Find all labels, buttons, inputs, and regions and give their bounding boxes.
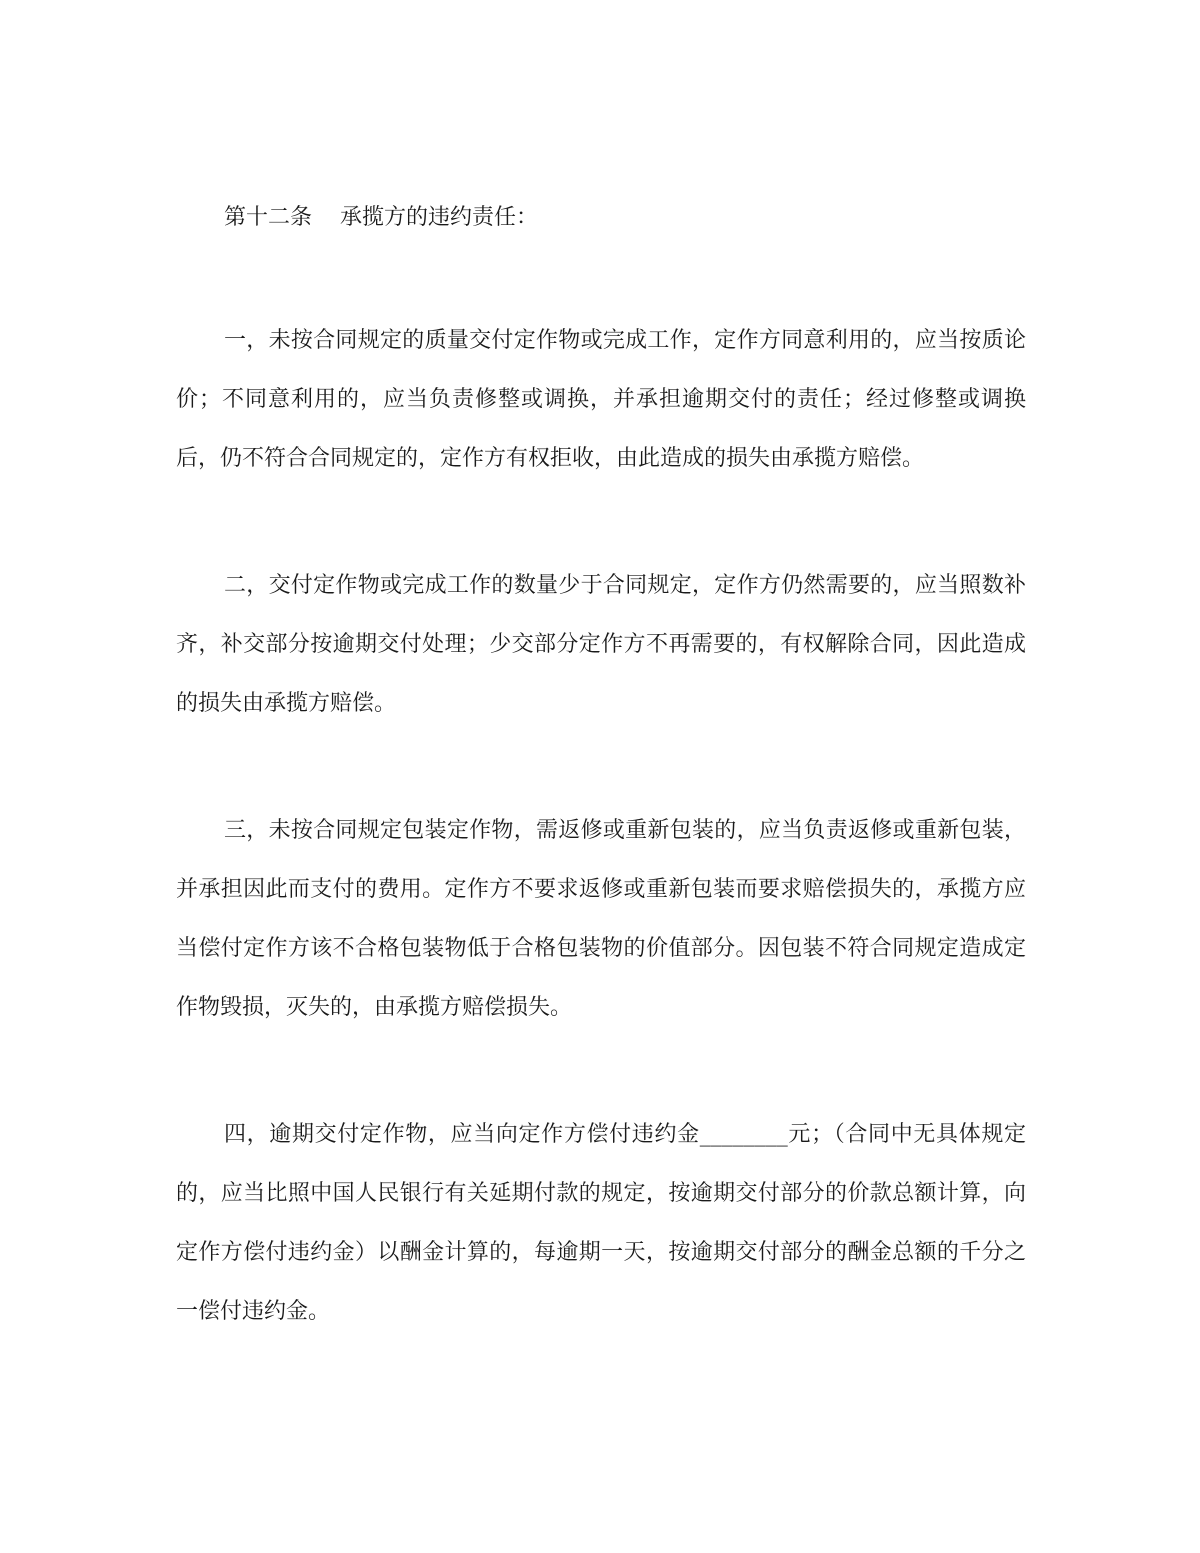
paragraph-1: 一，未按合同规定的质量交付定作物或完成工作，定作方同意利用的，应当按质论价；不同意利用的，应当负责修整或调换，并承担逾期交付的责任；经过修整或调换后，仍不符合合同规定的，定作方有权拒收，由此造成的损失由承揽方赔偿。 bbox=[176, 328, 1026, 471]
article-title: 承揽方的违约责任： bbox=[340, 205, 539, 230]
paragraph-2: 二，交付定作物或完成工作的数量少于合同规定，定作方仍然需要的，应当照数补齐，补交部分按逾期交付处理；少交部分定作方不再需要的，有权解除合同，因此造成的损失由承揽方赔偿。 bbox=[176, 573, 1026, 716]
paragraph-4: 四，逾期交付定作物，应当向定作方偿付违约金________元；（合同中无具体规定的，应当比照中国人民银行有关延期付款的规定，按逾期交付部分的价款总额计算，向定作方偿付违约金）以酬金计算的，每逾期一天，按逾期交付部分的酬金总额的千分之一偿付违约金。 bbox=[176, 1122, 1026, 1324]
article-number: 第十二条 bbox=[224, 205, 313, 230]
article-heading bbox=[224, 198, 538, 238]
paragraph-3: 三，未按合同规定包装定作物，需返修或重新包装的，应当负责返修或重新包装，并承担因此而支付的费用。定作方不要求返修或重新包装而要求赔偿损失的，承揽方应当偿付定作方该不合格包装物低于合格包装物的价值部分。因包装不符合同规定造成定作物毁损，灭失的，由承揽方赔偿损失。 bbox=[176, 818, 1026, 1020]
